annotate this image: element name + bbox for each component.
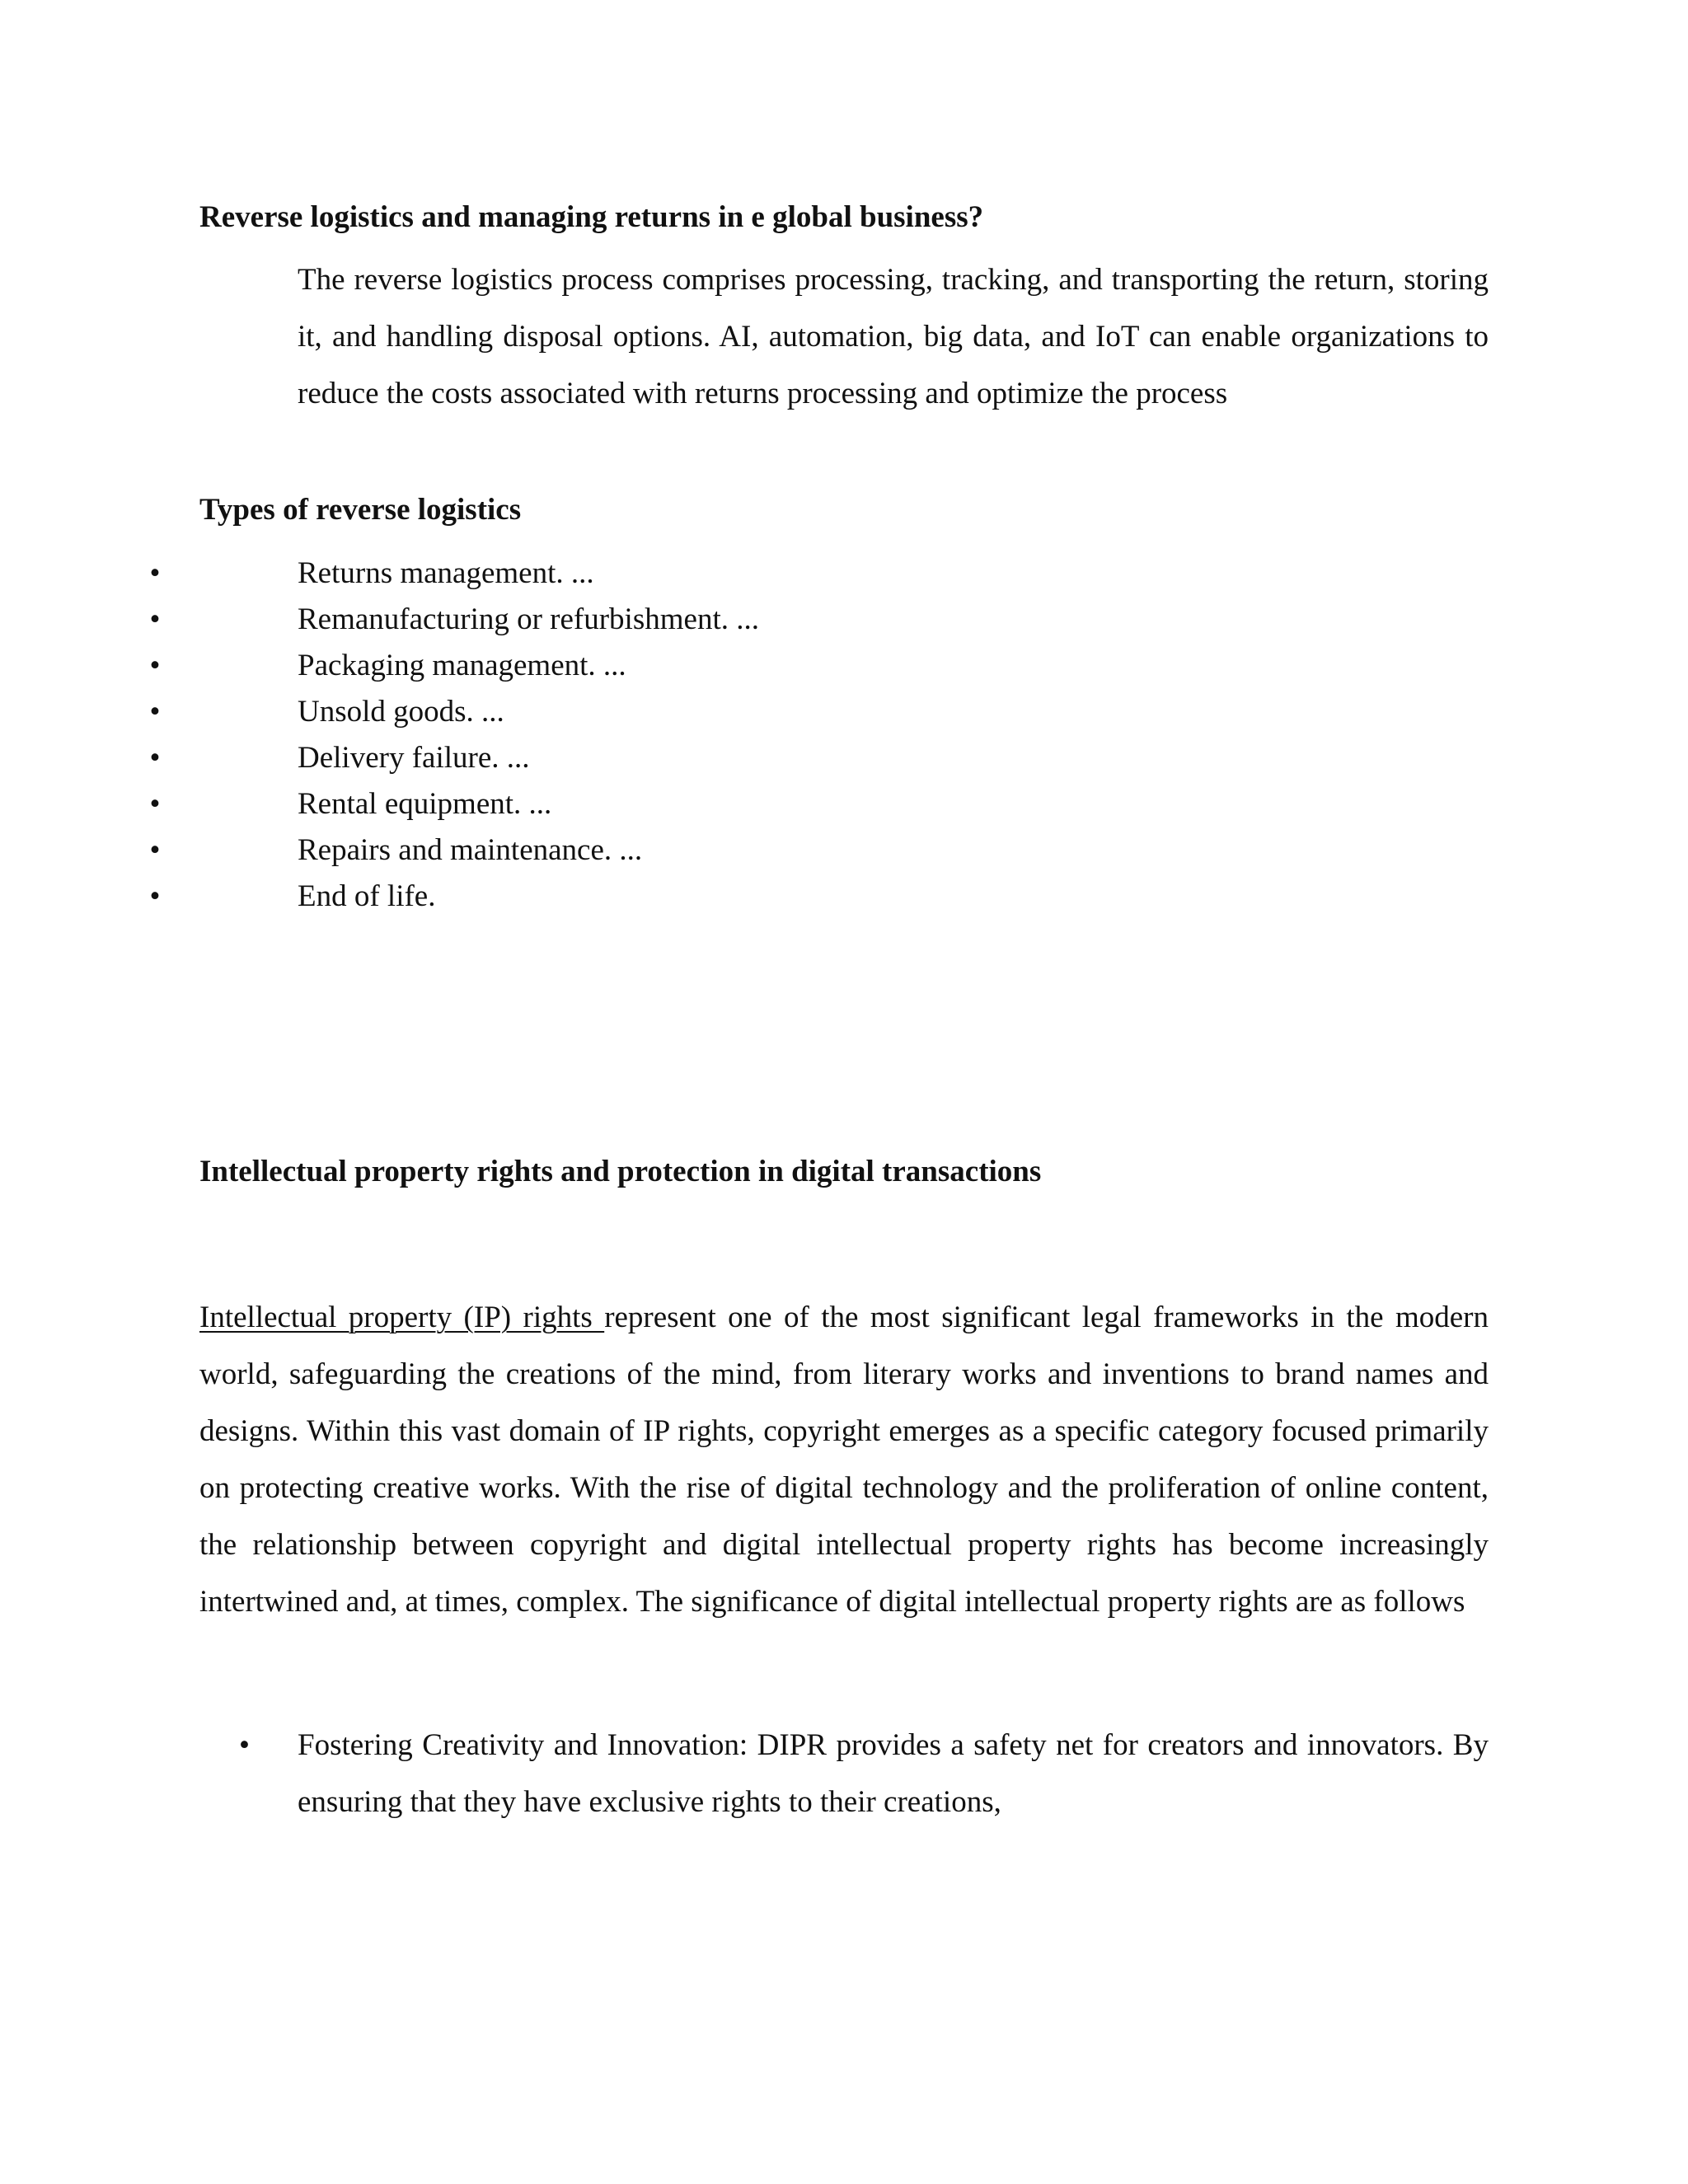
list-item-text: Returns management. ... — [298, 556, 594, 590]
paragraph-body-text: represent one of the most significant legal frameworks in the modern world, safeguarding the creations of the mind, from literary works and inventions to brand names and designs. Within this vast domain of IP rights, copyright emerges as a specific category focused primarily on protecting creative works. With the rise of digital technology and the proliferation of online content, the relationship between copyright and digital intellectual property rights has become increasingly intertwined and, at times, complex. The significance of digital intellectual property rights are as follows — [199, 1301, 1489, 1619]
list-item-text: End of life. — [298, 879, 436, 913]
list-item-text: Delivery failure. ... — [298, 741, 530, 775]
bullet-icon: • — [149, 741, 161, 775]
paragraph-reverse-logistics: The reverse logistics process comprises processing, tracking, and transporting the return, storing it, and handling disposal options. AI, automation, big data, and IoT can enable organizations to reduce the costs associated with returns processing and optimize the process — [298, 263, 1489, 410]
list-item-text: Packaging management. ... — [298, 649, 626, 682]
types-bullet-list — [0, 551, 989, 920]
heading-intellectual-property: Intellectual property rights and protection in digital transactions — [199, 1155, 1042, 1188]
paragraph-intellectual-property — [199, 1289, 1489, 1630]
bullet-icon: • — [149, 602, 161, 636]
list-item — [0, 874, 989, 920]
bullet-icon: • — [149, 879, 161, 913]
list-item-text: Unsold goods. ... — [298, 695, 504, 729]
heading-reverse-logistics: Reverse logistics and managing returns in e global business? — [199, 200, 984, 234]
list-item — [0, 689, 989, 735]
list-item — [0, 643, 989, 689]
bullet-icon: • — [149, 556, 161, 590]
list-item-text: Remanufacturing or refurbishment. ... — [298, 602, 759, 636]
list-item — [0, 551, 989, 597]
list-item — [0, 735, 989, 781]
ip-rights-link[interactable]: Intellectual property (IP) rights — [199, 1301, 605, 1334]
list-item-text: Repairs and maintenance. ... — [298, 833, 643, 867]
list-item-text: Rental equipment. ... — [298, 787, 552, 821]
bullet-icon: • — [239, 1728, 250, 1762]
bullet-icon: • — [149, 649, 161, 682]
bullet-icon: • — [149, 787, 161, 821]
bullet-icon: • — [149, 695, 161, 729]
list-item — [0, 597, 989, 643]
list-item — [0, 827, 989, 874]
list-item — [0, 781, 989, 827]
list-item-fostering-creativity: Fostering Creativity and Innovation: DIPR provides a safety net for creators and innovators. By ensuring that they have exclusive rights to their creations, — [298, 1728, 1489, 1819]
bullet-icon: • — [149, 833, 161, 867]
heading-types-of-reverse-logistics: Types of reverse logistics — [199, 493, 522, 527]
